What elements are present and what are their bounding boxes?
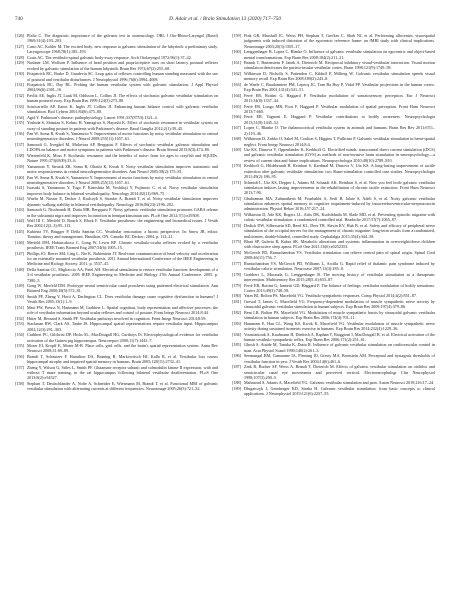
reference-item [232,250,435,261]
reference-number: [155] [15,343,24,349]
reference-text: Mahmoud S, Adams A, Macefield VG. Galvanic vestibular stimulation and pain. Auton Neurosci 2019;216:17–24. [244,380,435,386]
reference-number: [134] [15,114,24,120]
reference-item [15,185,218,196]
reference-number: [139] [15,163,24,169]
reference-number: [161] [232,60,241,66]
reference-number: [182] [232,309,241,315]
reference-item [232,261,435,272]
reference-item [232,196,435,212]
reference-number: [170] [232,163,241,169]
reference-text: Grewal T, James C, Macefield VG. Frequency-dependent modulation of muscle sympathetic nerve activity by sinusoidal galvanic vestibular stimulation in human subjects. Exp Brain Res 2009;197(4):379–86. [244,298,435,310]
reference-item [232,332,435,343]
reference-item [15,44,218,55]
reference-number: [154] [15,332,24,338]
reference-text: Stackman RW, Clark AS, Taube JS. Hippocampal spatial representations require vestibular input. Hippocampus 2002;12(3):291–303. [27,321,218,332]
reference-item [232,293,435,298]
reference-number: [159] [232,33,241,38]
reference-number: [188] [232,380,241,386]
reference-item [15,164,218,175]
reference-item [232,283,435,294]
reference-text: Pan W, Soma R, Kwak S, Yamamoto Y. Improvement of motor functions by noisy vestibular stimulation in central neurodegenerative disorders. J Neurol 2008;255(11):1657–61. [27,174,218,185]
reference-number: [166] [232,114,241,120]
reference-text: Wilkinson D, Ade KK, Rogers LL, Attix DK, Kuchibhatla M, Slade MD, et al. Preventing episodic migraine with caloric vestibular stimulation: a randomized controlled trial. Headache 2017;57(7):1065–87. [244,211,435,223]
reference-text: Yates BJ, Bolton PS, Macefield VG. Vestibulo-sympathetic responses. Comp Physiol 2014;4(2):851–87. [244,293,417,299]
reference-number: [187] [232,364,241,370]
reference-item [15,104,218,115]
reference-text: Ghahraman MA, Zahmatkesh M, Pourbakht A, Seifi B, Jalaie S, Adeli S, et al. Noisy galvanic vestibular stimulation enhances spatial memory in cognitive impairment-induced by intracerebroventricular-streptozotocin administration. Physiol Behav 2016;157:217–24. [244,195,435,212]
reference-number: [152] [15,315,24,321]
reference-number: [171] [232,179,241,185]
reference-item [15,120,218,131]
reference-text: Wiesenfeld K, Moss F. Stochastic resonance and the benefits of noise: from ice ages to crayfish and SQUIDs. Nature 1995;373(6509):33–6. [27,152,218,164]
reference-item [15,240,218,251]
reference-item [15,381,218,392]
reference-text: Lenggenhager B, Lopez C, Blanke O. Influence of galvanic vestibular stimulation on egocentric and object-based mental transformations. Exp Brain Res 2008;184(2):211–21. [244,49,435,60]
reference-number: [157] [15,364,24,370]
reference-number: [132] [15,92,24,98]
reference-item [15,251,218,267]
reference-item [15,71,218,82]
reference-item [15,93,218,104]
reference-text: Mast FW, Preuss N, Hartmann M, Grabherr L. Spatial cognition, body representation and affective processes: the role of vestibular information beyond ocular reflexes and control of posture. Front Integr Neurosci 2014;8:44. [27,304,218,316]
reference-text: Iwasaki S, Yamamoto Y, Togo F, Kinoshita M, Yoshifuji Y, Fujimoto C, et al. Noisy vestibular stimulation improves body balance in bilateral vestibulopathy. Neurology 2014;82(11):969–75. [27,185,218,196]
reference-item [232,93,435,104]
reference-number: [145] [15,228,24,234]
reference-text: Wilkinson D, Nicholls S, Pattenden C, Kilduff P, Milberg W. Galvanic vestibular stimulation speeds visual memory recall. Exp Brain Res 2008;189(2):243–8. [244,70,435,82]
reference-item [15,153,218,164]
reference-number: [130] [15,71,24,77]
reference-number: [175] [232,239,241,245]
reference-number: [176] [232,249,241,255]
reference-text: Fink GR, Marshall JC, Weiss PH, Stephan T, Grefkes C, Shah NJ, et al. Performing allocentric visuospatial judgments with induced distortion of the egocentric reference frame: an fMRI study with clinical implications. Neuroimage 2003;20(3):1505–17. [244,33,435,49]
reference-column-left [15,33,218,578]
reference-number: [138] [15,152,24,158]
reference-item [232,342,435,353]
reference-text: Samoudi G, Jivegård M, Mulavara AP, Bergquist F. Effects of stochastic vestibular galvanic stimulation and LDOPA on balance and motor symptoms in patients with Parkinson's disease. Brain Stimul 2015;8(3):474–80. [27,141,218,153]
reference-text: Bent LR, Bolton PS, Macefield VG. Modulation of muscle sympathetic bursts by sinusoidal galvanic vestibular stimulation in human subjects. Exp Brain Res 2006;174(4):701–11. [244,309,435,321]
reference-text: Fitzpatrick RC, Day BL. Probing the human vestibular system with galvanic stimulation. J Appl Physiol 2004;96(6):2301–16. [27,82,218,93]
reference-text: Coats AC. The vestibulo-spinal galvanic body-sway response. Arch Otolaryngol 1972;96(1):37–42. [27,54,192,60]
reference-number: [184] [232,331,241,337]
reference-number: [172] [232,195,241,201]
reference-text: Smith PF, Zheng Y, Horii A, Darlington CL. Does vestibular damage cause cognitive dysfunction in humans? J Vestib Res 2005;15(1):1–9. [27,294,218,305]
reference-text: Ferrè ER, Vagnoni E, Haggard P. Vestibular contributions to bodily awareness. Neuropsychologia 2013;51(8):1445–52. [244,114,435,125]
running-head: D. Adair et al. / Brain Stimulation 13 (2020) 717–750 [169,16,281,22]
reference-item [15,316,218,321]
reference-number: [168] [232,136,241,142]
reference-number: [185] [232,342,241,348]
reference-item [232,125,435,136]
reference-text: Moser EI, Kropff E, Moser M-B. Place cells, grid cells, and the brain's spatial representation system. Annu Rev Neurosci 2008;31:69–89. [27,343,218,354]
reference-text: Pavlik AE, Inglis JT, Lauk M, Oddsson L, Collins JJ. The effects of stochastic galvanic vestibular stimulation on human postural sway. Exp Brain Res 1999;124(3):273–80. [27,92,218,104]
reference-text: Curio AC, Kobler M. The excited body: new response to galvanic stimulation of the labyrinth: a preliminary study. Laryngoscope 1968;78(1):185–193. [27,43,218,55]
reference-item [15,115,218,120]
reference-item [15,229,218,240]
reference-number: [129] [15,60,24,66]
reference-item [15,33,218,44]
reference-text: Hitier M, Besnard S, Smith PF. Vestibular pathways involved in cognition. Front Integr Neurosci 2014;8:59. [27,315,207,321]
reference-number: [153] [15,321,24,327]
reference-text: Wuehr M, Nusser E, Decker J, Krafczyk S, Straube A, Brandt T, et al. Noisy vestibular stimulation improves dynamic walking stability in bilateral vestibulopathy. Neurology 2016;86(23):2196–202. [27,196,218,207]
page-number: 740 [15,16,23,22]
reference-number: [156] [15,353,24,359]
reference-text: Pfaltz C. The diagnostic importance of the galvanic test in otoneurology. ORL J Oto-Rhino-Laryngol (Basel) 1969;31(4):193–203. [27,33,218,44]
reference-text: Grabherr L, Macauda G, Lenggenhager B. The moving history of vestibular stimulation as a therapeutic intervention. Multisensory Res 2015;28(5–6):653–87. [244,271,435,283]
reference-item [232,114,435,125]
reference-item [232,299,435,310]
reference-item [15,321,218,332]
reference-item [15,142,218,153]
reference-number: [174] [232,222,241,228]
reference-text: de Waele C, Baudonniere PM, Lepecq JC, Tran Ba Huy P, Vidal PP. Vestibular projections in the human cortex. Exp Brain Res 2001;141(4):541–51. [244,81,435,93]
page-header [15,14,435,24]
reference-text: Lopez C, Blanke O. The thalamocortical vestibular system in animals and humans. Brain Res Rev 2011;67(1–2):119–46. [244,125,435,136]
reference-item [15,218,218,229]
reference-item [232,104,435,115]
reference-item [232,71,435,82]
reference-text: Pan W, Soma R, Kwak S, Yamamoto Y. Improvement of motor functions by noisy vestibular stimulation in central neurodegenerative disorders. J Neurol 2008;255(11):1657–61. [27,131,218,142]
reference-text: Wilkinson D, Zubko O, Sakel M, Coulton S, Higgins T, Pullicino P. Galvanic vestibular stimulation in hemi-spatial neglect. Front Integr Neurosci 2014;8:4. [244,136,435,147]
reference-item [232,310,435,321]
reference-item [232,49,435,60]
reference-text: Ferrè ER, Longo MR, Fiori F, Haggard P. Vestibular modulation of spatial perception. Front Hum Neurosci 2013;7:660. [244,103,435,114]
reference-text: Seemungal BM, Gunaratne IA, Fleming IO, Gresty MA, Bronstein AM. Perceptual and nystagmic thresholds of vestibular function in yaw. J Vestib Res 2004;14(6):461–6. [244,353,435,364]
reference-item [15,131,218,142]
reference-text: Ramachandran VS, McGeoch PD, Williams L, Arcilla G. Rapid relief of thalamic pain syndrome induced by vestibular caloric stimulation. Neurocase 2007;13(3):185–8. [244,260,435,272]
reference-number: [162] [232,70,241,76]
reference-text: Ghosh S, Ataide M, Tanaka K, Dutta R. Influence of galvanic vestibular stimulation on cardiovascular control in man. Acta Physiol Scand 1990;140(2):261–3. [244,342,435,353]
reference-number: [181] [232,298,241,304]
reference-item [232,136,435,147]
reference-item [232,82,435,93]
reference-text: Fitzpatrick RC, Burke D, Gandevia SC. Loop gain of reflexes controlling human standing measured with the use of postural and vestibular disturbances. J Neurophysiol 1996;76(6):3994–4008. [27,71,218,82]
reference-item [15,175,218,186]
reference-number: [150] [15,294,24,299]
reference-item [232,147,435,163]
reference-number: [167] [232,125,241,131]
reference-text: Yoshida S, Shimizu S, Kohno H, Yamagiwa S, Hayashi K. Effect of stochastic resonance in vestibular system on sway of standing posture in patients with Parkinson's disease. Basal Ganglia 2012;2(1):39–45. [27,120,218,131]
reference-item [232,212,435,223]
reference-item [15,294,218,305]
reference-text: Ferrè ER, Bottini G, Iannetti GD, Haggard P. The balance of feelings: vestibular modulation of bodily sensations. Cortex 2013;49(3):748–58. [244,282,435,293]
reference-list [15,33,435,578]
reference-number: [160] [232,49,241,55]
reference-number: [136] [15,131,24,137]
reference-column-right [232,33,435,578]
reference-item [15,305,218,316]
reference-text: Dlugaiczyk J, Gensberger KD, Straka H. Galvanic vestibular stimulation: from basic concepts to clinical applications. J Neurophysiol 2019;121(6):2237–55. [244,385,435,397]
reference-item [232,353,435,364]
reference-number: [163] [232,81,241,87]
reference-number: [186] [232,353,241,359]
reference-item [15,207,218,218]
reference-item [15,267,218,283]
reference-item [232,272,435,283]
reference-text: Zheng Y, Wilson G, Stiles L, Smith PF. Glutamate receptor subunit and calmodulin kinase II expression, with and without T maze training, in the rat hippocampus following bilateral vestibular deafferentation. PLoS One 2013;8(2):e54527. [27,364,218,381]
reference-text: Zink R, Bucher SF, Weiss A, Brandt T, Dieterich M. Effects of galvanic vestibular stimulation on otolithic and semicircular canal eye movements and perceived vertical. Electroencephalogr Clin Neurophysiol 1998;107(3):200–5. [244,364,435,380]
reference-item [15,354,218,365]
reference-number: [128] [15,54,24,60]
reference-item [232,386,435,397]
reference-number: [149] [15,283,24,289]
reference-text: Stephan T, Deutschländer A, Nolte A, Schneider E, Wiesmann M, Brandt T, et al. Functional MRI of galvanic vestibular stimulation with alternating currents at different frequencies. Neuroimage 2005;26(3):721–32. [27,381,218,392]
reference-number: [164] [232,92,241,98]
reference-number: [133] [15,103,24,109]
reference-item [15,196,218,207]
reference-number: [177] [232,260,241,266]
reference-text: Merfeld DM, Haburcakova C, Gong W, Lewis RF. Chronic vestibulo-ocular reflexes evoked by a vestibular prosthesis. IEEE Trans Biomed Eng 2007;54(6):1005–15. [27,239,218,251]
reference-number: [180] [232,293,241,299]
reference-item [15,343,218,354]
reference-text: Samoudi G, Nissbrandt H, Dutia MB, Bergquist F. Noisy galvanic vestibular stimulation promotes GABA release in the substantia nigra and improves locomotion in hemiparkinsonian rats. PLoS One 2012;7(1):e29308. [27,207,218,218]
reference-item [15,365,218,381]
reference-text: Kubiena TV, Brugger P, Della Santina CC. Vestibular restoration: a bionic perspective. In: Snow JB, editor. Tinnitus: theory and management. Hamilton, ON, Canada: BC Decker; 2004. p. 112–21. [27,228,218,240]
reference-text: Agid Y. Parkinson's disease: pathophysiology. Lancet 1991;337(8753):1321–4. [27,114,158,120]
reference-text: Phillips JO, Bierer SM, Ling L, Nie K, Rubinstein JT. Real-time communication of head velocity and acceleration for an externally mounted vestibular prosthesis. 2011 Annual International Conference of the IEEE Engineering in Medicine and Biology Society. 2011. p. 3537–41. [27,250,218,267]
reference-number: [135] [15,120,24,126]
reference-item [15,60,218,71]
reference-text: Scinicariello AP, Eaton K, Inglis JT, Collins JJ. Enhancing human balance control with galvanic vestibular stimulation. Biol Cybern 2001;84(6):475–80. [27,103,218,115]
reference-number: [148] [15,266,24,272]
reference-item [15,283,218,294]
reference-text: Dodick DW, Silberstein SD, Reed KL, Deer TR, Slavin KV, Huh B, et al. Safety and efficacy of peripheral nerve stimulation of the occipital nerves for the management of chronic migraine: long-term results from a randomized, multicenter, double-blinded, controlled study. Cephalalgia 2015;35(4):344–58. [244,222,435,239]
reference-text: Kerkhoff G, Hildebrandt H, Reinhart S, Kardinal M, Dimova V, Utz KS. A long-lasting improvement of tactile extinction after galvanic vestibular stimulation: two Sham-stimulation controlled case studies. Neuropsychologia 2011;49(2):186–95. [244,163,435,179]
reference-number: [142] [15,196,24,202]
reference-text: Nashner LM, Wolfson P. Influence of head position and proprioceptive cues on short latency postural reflexes evoked by galvanic stimulation of the human labyrinth. Brain Res 1974;67(2):255–68. [27,60,218,71]
reference-number: [127] [15,43,24,49]
reference-number: [140] [15,174,24,180]
reference-text: Schmidt L, Utz KS, Depper L, Adams M, Schaadt AK, Reinhart S, et al. Now you feel both: galvanic vestibular stimulation induces lasting improvements in the rehabilitation of chronic tactile extinction. Front Hum Neurosci 2013;7:90. [244,179,435,196]
reference-number: [165] [232,103,241,109]
reference-number: [146] [15,239,24,245]
reference-item [232,364,435,380]
reference-number: [144] [15,218,24,224]
reference-number: [141] [15,185,24,191]
reference-text: Voustianiouk A, Kaufmann H, Diedrich A, Raphan T, Biaggioni I, MacDougall H, et al. Electrical activation of the human vestibulo-sympathetic reflex. Exp Brain Res 2006;171(2):251–61. [244,331,435,342]
reference-item [232,180,435,196]
reference-number: [169] [232,147,241,153]
reference-text: Yamamoto Y, Struzik ZR, Soma R, Ohashi K, Kwak S. Noisy vestibular stimulation improves autonomic and motor responsiveness in central neurodegenerative disorders. Ann Neurol 2005;58(2):175–81. [27,163,218,175]
reference-number: [137] [15,141,24,147]
reference-item [15,55,218,60]
reference-text: Hammam E, Hau CL, Wong KS, Kwok K, Macefield VG. Vestibular modulation of muscle sympathetic nerve activity during sustained isometric exercise in humans. Exp Brain Res 2014;232(4):1229–36. [244,320,435,332]
reference-item [232,321,435,332]
reference-number: [143] [15,207,24,213]
reference-number: [178] [232,271,241,277]
reference-number: [173] [232,211,241,217]
reference-item [15,82,218,93]
reference-item [232,223,435,239]
reference-number: [126] [15,33,24,38]
reference-text: Gong W, Merfeld DM. Prototype neural semicircular canal prosthesis using patterned electrical stimulation. Ann Biomed Eng 2000;28(5):572–81. [27,283,218,294]
reference-text: Della Santina CC, Migliaccio AA, Patel AH. Electrical stimulation to restore vestibular function: development of a 3-d vestibular prosthesis. 2005 IEEE Engineering in Medicine and Biology 27th Annual Conference. 2005. p. 7380–5. [27,266,218,283]
reference-number: [179] [232,282,241,288]
reference-text: McGeoch PD, Ramachandran VS. Vestibular stimulation can relieve central pain of spinal origin. Spinal Cord 2008;46(11):756–7. [244,249,435,261]
reference-text: Bhatt SP, Guleria R, Kabra SK. Metabolic alterations and systemic inflammation in overweight/obese children with obstructive sleep apnea. PLoS One 2021;16(6):e0252353. [244,239,435,250]
reference-item [15,332,218,343]
reference-text: Ferrè ER, Bottini G, Haggard P. Vestibular modulation of somatosensory perception. Eur J Neurosci 2011;34(8):1337–44. [244,92,435,104]
reference-number: [147] [15,250,24,256]
reference-number: [183] [232,320,241,326]
reference-number: [131] [15,82,24,88]
reference-text: Brandt T, Bartenstein P, Janek A, Dieterich M. Reciprocal inhibitory visual-vestibular interaction. Visual motion stimulation deactivates the parieto-insular vestibular cortex. Brain 1998;121(9):1749–58. [244,60,435,71]
reference-item [232,60,435,71]
reference-item [232,163,435,179]
reference-item [232,380,435,385]
reference-text: Brandt T, Schautzer F, Hamilton DA, Brüning R, Markowitsch HJ, Kalla R, et al. Vestibular loss causes hippocampal atrophy and impaired spatial memory in humans. Brain 2005;128(11):2732–41. [27,353,218,365]
reference-text: Wall III C, Merfeld D, Rauch S, Black F. Vestibular prostheses: the engineering and biomedical issues. J Vestib Res 2002;12(2–3):95–113. [27,218,218,229]
reference-item [232,239,435,250]
reference-number: [158] [15,381,24,386]
reference-text: Cuthbert PC, Gilchrist DP, Hicks SL, MacDougall HG, Curthoys IS. Electrophysiological evidence for vestibular activation of the Guinea pig hippocampus. Neuroreport 2000;11(7):1443–7. [27,332,218,343]
reference-number: [151] [15,304,24,310]
reference-text: Utz KS, Dimova V, Oppenländer K, Kerkhoff G. Electrified minds: transcranial direct current stimulation (tDCS) and galvanic vestibular stimulation (GVS) as methods of non-invasive brain stimulation in neuropsychology—a review of current data and future implications. Neuropsychologia 2010;48(10):2789–810. [244,147,435,163]
reference-number: [189] [232,385,241,391]
reference-item [232,33,435,49]
